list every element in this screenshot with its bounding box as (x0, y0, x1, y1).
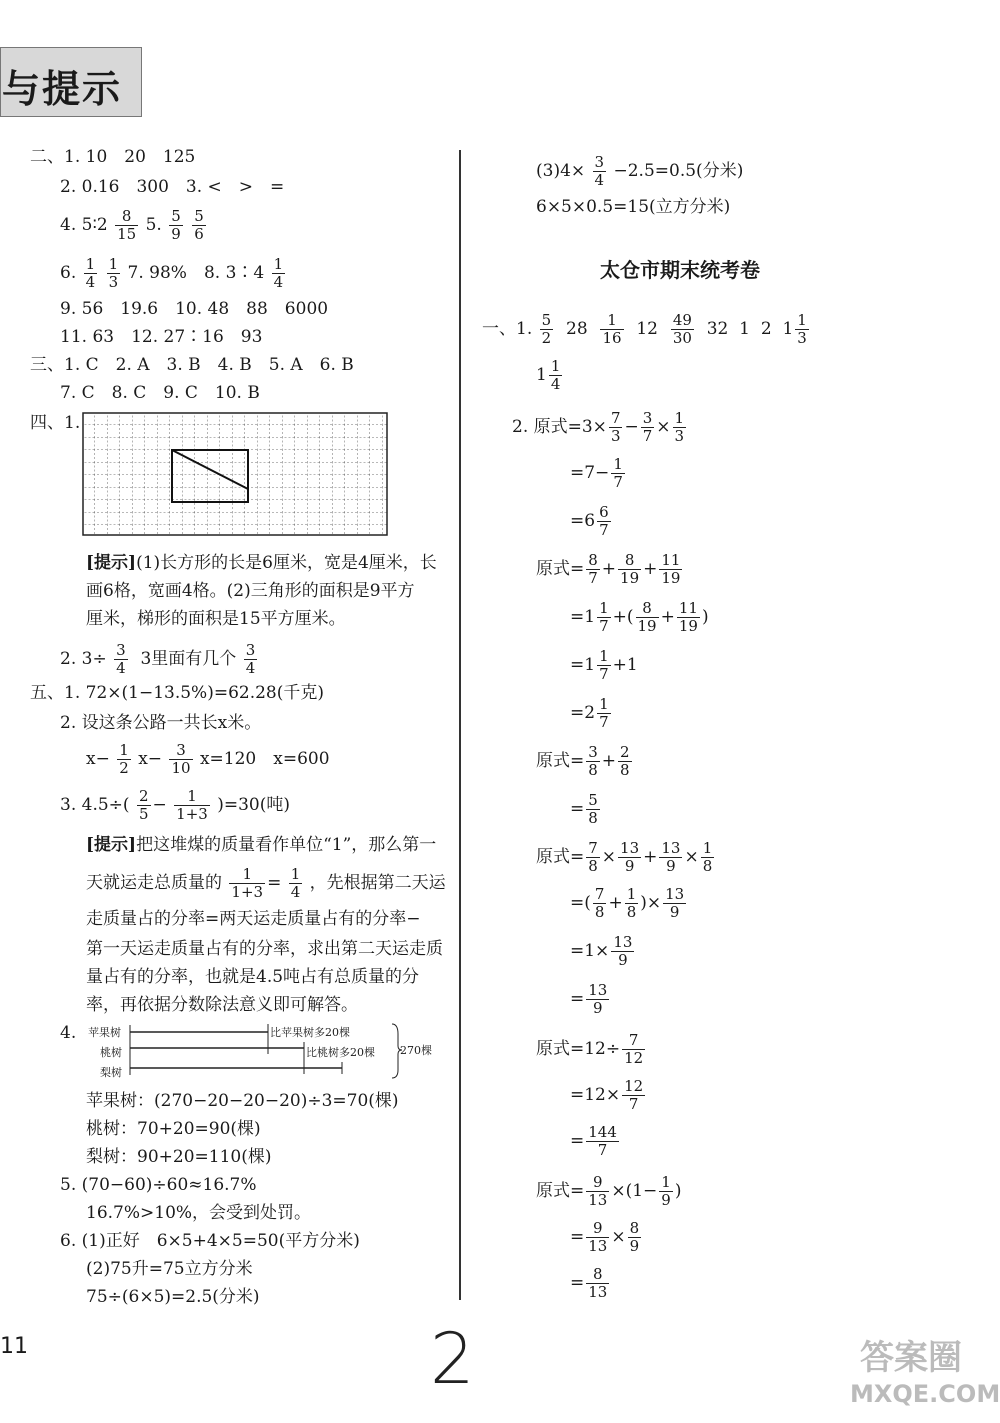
watermark-url: MXQE.COM (850, 1380, 1000, 1408)
s5-q5b: 16.7%>10%，会受到处罚。 (86, 1203, 312, 1223)
s4-tip3: 厘米，梯形的面积是15平方厘米。 (86, 609, 346, 629)
r-e6-l2: = $\frac{9}{13}$ × $\frac{8}{9}$ (570, 1219, 640, 1255)
s5-tip2: 天就运走总质量的 $\frac{1}{1+3}$ = $\frac{1}{4}$ ，先根据第二天运 (86, 865, 446, 901)
r-e2-l2: =1 $\frac{1}{7}$ +( $\frac{8}{19}$ + $\frac{11}{19}$ ) (570, 599, 709, 635)
section-title: 太仓市期末统考卷 (600, 258, 760, 282)
label-more2: 比桃树多20棵 (306, 1046, 375, 1059)
r-e6-l1: 原式= $\frac{9}{13}$ ×(1− $\frac{1}{9}$ ) (536, 1173, 682, 1209)
r-e5-l1: 原式=12÷ $\frac{7}{12}$ (536, 1031, 644, 1067)
s2-line4: 4. 5∶2 $\frac{8}{15}$ 5. $\frac{5}{9}$ $\frac{5}{6}$ (60, 207, 204, 243)
r-e4-l3: =1× $\frac{13}{9}$ (570, 933, 633, 969)
frac: $\frac{5}{6}$ (194, 207, 204, 243)
r-e3-l2: = $\frac{5}{8}$ (570, 791, 598, 827)
r-line1: (3)4× $\frac{3}{4}$ −2.5=0.5(分米) (536, 153, 744, 189)
s4-tip1: [提示](1)长方形的长是6厘米，宽是4厘米，长 (86, 553, 437, 573)
s5-q6c: 75÷(6×5)=2.5(分米) (86, 1287, 260, 1307)
label-pear: 梨树 (100, 1066, 122, 1079)
s5-q4: 4. (60, 1023, 77, 1043)
handwritten-mark: 2 (430, 1318, 475, 1400)
r-q1: 一、1. $\frac{5}{2}$ 28 $\frac{1}{16}$ 12 $\frac{49}{30}$ 32 1 2 1 $\frac{1}{3}$ (482, 311, 807, 347)
s5-q6a: 6. (1)正好 6×5+4×5=50(平方分米) (60, 1231, 360, 1251)
s4-q2: 2. 3÷ $\frac{3}{4}$ 3里面有几个 $\frac{3}{4}$ (60, 641, 256, 677)
r-e4-l4: = $\frac{13}{9}$ (570, 981, 608, 1017)
s5-q6b: (2)75升=75立方分米 (86, 1259, 253, 1279)
label-apple: 苹果树 (88, 1026, 121, 1039)
r-e5-l2: =12× $\frac{12}{7}$ (570, 1077, 644, 1113)
s5-a3: 梨树：90+20=110(棵) (86, 1147, 272, 1167)
grid-figure (82, 412, 390, 538)
r-q2-l3: =6 $\frac{6}{7}$ (570, 503, 609, 539)
s4-tip2: 画6格，宽画4格。(2)三角形的面积是9平方 (86, 581, 415, 601)
s2-line11: 11. 63 12. 27∶16 93 (60, 327, 263, 347)
s2-line6: 6. $\frac{1}{4}$ $\frac{1}{3}$ 7. 98% 8. 3∶4 $\frac{1}{4}$ (60, 255, 284, 291)
line-diagram (86, 1020, 446, 1082)
s3-line1: 三、1. C 2. A 3. B 4. B 5. A 6. B (30, 355, 354, 375)
s5-line3: x− $\frac{1}{2}$ x− $\frac{3}{10}$ x=120 x=600 (86, 741, 330, 777)
r-e6-l3: = $\frac{8}{13}$ (570, 1265, 608, 1301)
r-q2-l2: =7− $\frac{1}{7}$ (570, 455, 623, 491)
s3-line2: 7. C 8. C 9. C 10. B (60, 383, 260, 403)
watermark-logo: 答案圈 (860, 1338, 962, 1378)
s2-line1: 二、1. 10 20 125 (30, 147, 196, 167)
label-peach: 桃树 (100, 1046, 122, 1059)
s5-tip5: 量占有的分率，也就是4.5吨占有总质量的分 (86, 967, 420, 987)
r-e3-l1: 原式= $\frac{3}{8}$ + $\frac{2}{8}$ (536, 743, 630, 779)
s5-tip6: 率，再依据分数除法意义即可解答。 (86, 995, 358, 1015)
r-e5-l3: = $\frac{144}{7}$ (570, 1123, 617, 1159)
s5-q5a: 5. (70−60)÷60≈16.7% (60, 1175, 257, 1195)
label-total: 270棵 (400, 1044, 432, 1057)
s5-a1: 苹果树：(270−20−20−20)÷3=70(棵) (86, 1091, 399, 1111)
s5-a2: 桃树：70+20=90(棵) (86, 1119, 261, 1139)
page-number: 11 (0, 1334, 28, 1359)
header-title: 与提示 (2, 67, 123, 111)
s2-line9: 9. 56 19.6 10. 48 88 6000 (60, 299, 329, 319)
frac: $\frac{5}{9}$ (171, 207, 181, 243)
s5-tip1: [提示]把这堆煤的质量看作单位“1”，那么第一 (86, 835, 437, 855)
s4-label: 四、1. (30, 413, 81, 433)
r-q2-l1: 2. 原式=3× $\frac{7}{3}$ − $\frac{3}{7}$ × $\frac{1}{3}$ (512, 409, 685, 445)
s5-line2: 2. 设这条公路一共长x米。 (60, 713, 262, 733)
r-e4-l2: =( $\frac{7}{8}$ + $\frac{1}{8}$ )× $\frac{13}{9}$ (570, 885, 685, 921)
r-e2-l4: =2 $\frac{1}{7}$ (570, 695, 609, 731)
r-q1-cont: 1 $\frac{1}{4}$ (536, 357, 561, 393)
r-line2: 6×5×0.5=15(立方分米) (536, 197, 731, 217)
r-e2-l1: 原式= $\frac{8}{7}$ + $\frac{8}{19}$ + $\frac{11}{19}$ (536, 551, 681, 587)
r-e4-l1: 原式= $\frac{7}{8}$ × $\frac{13}{9}$ + $\frac{13}{9}$ × $\frac{1}{8}$ (536, 839, 713, 875)
r-e2-l3: =1 $\frac{1}{7}$ +1 (570, 647, 638, 683)
s5-tip3: 走质量占的分率=两天运走质量占有的分率− (86, 909, 421, 929)
frac: $\frac{8}{15}$ (117, 207, 137, 243)
s5-line4: 3. 4.5÷( $\frac{2}{5}$ − $\frac{1}{1+3}$ )=30(吨) (60, 787, 290, 823)
s2-line2: 2. 0.16 300 3. < > = (60, 177, 285, 197)
s5-tip4: 第一天运走质量占有的分率，求出第二天运走质 (86, 939, 443, 959)
s5-line1: 五、1. 72×(1−13.5%)=62.28(千克) (30, 683, 325, 703)
label-more1: 比苹果树多20棵 (270, 1026, 350, 1039)
column-divider (459, 150, 461, 1300)
